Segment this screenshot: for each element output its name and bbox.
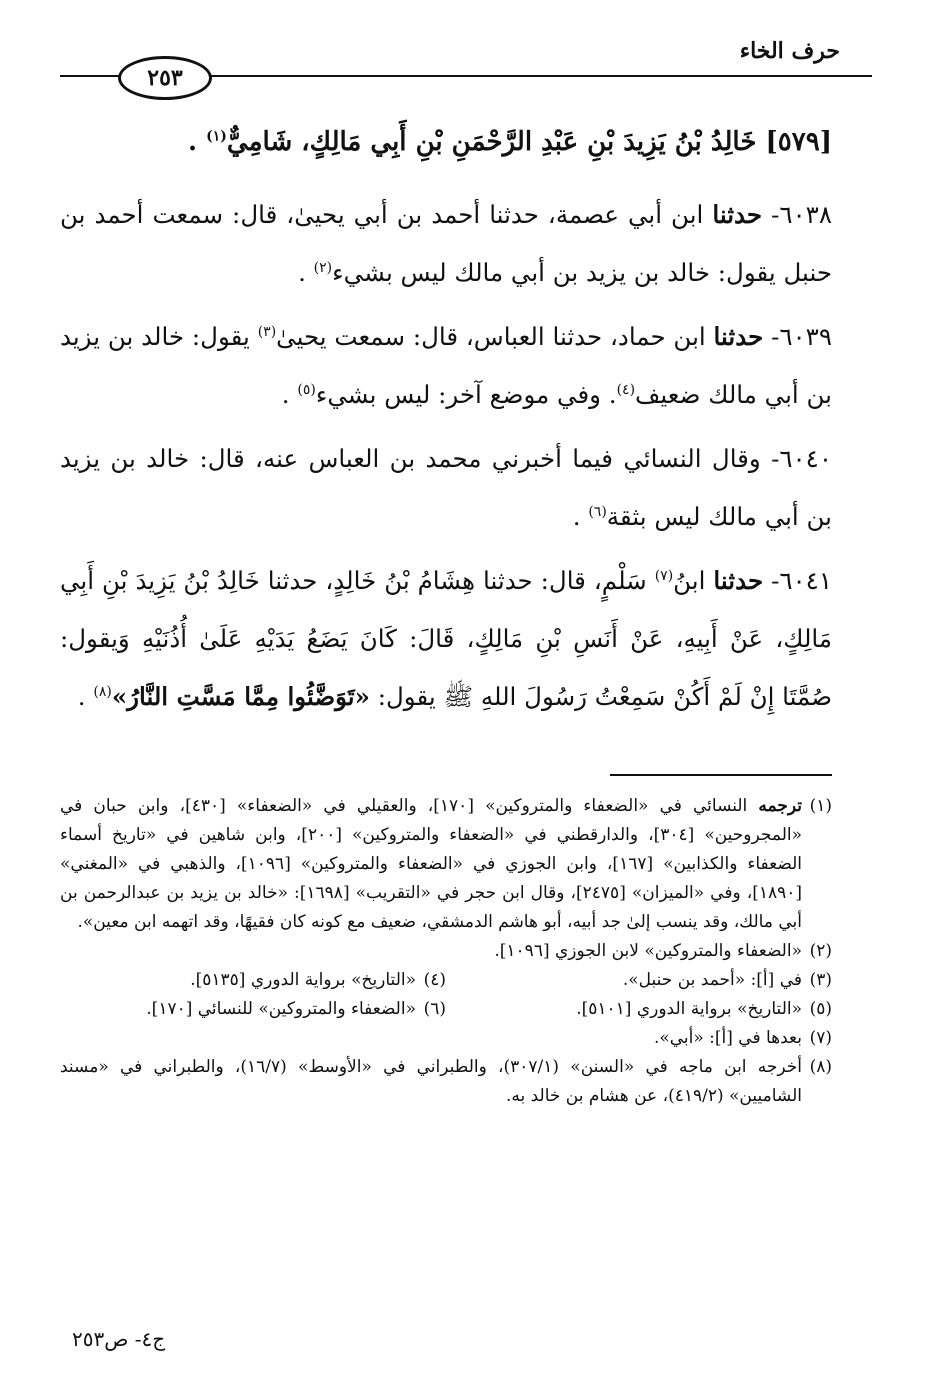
footnote-5 <box>446 995 832 1024</box>
footnote-ref: (٦) <box>588 503 607 520</box>
narration-keyword: حدثنا <box>712 200 763 229</box>
footnote-text: في [أ]: «أحمد بن حنبل». <box>622 970 802 990</box>
footnote-mark: (٨) <box>809 1057 832 1077</box>
narration-keyword: حدثنا <box>713 322 764 351</box>
footnote-text: أخرجه ابن ماجه في «السنن» (٣٠٧/١)، والطبراني في «الأوسط» (١٦/٧)، والطبراني في «مسند الشاميين» (٤١٩/٢)، عن هشام بن خالد به. <box>60 1057 802 1106</box>
entry-number: [٥٧٩] <box>765 127 832 157</box>
paragraph-6041 <box>60 552 832 726</box>
footnote-text: بعدها في [أ]: «أبي». <box>653 1028 802 1048</box>
paragraph-text: وقال النسائي فيما أخبرني محمد بن العباس عنه، قال: خالد بن يزيد بن أبي مالك ليس بثقة <box>60 444 832 531</box>
entry-title <box>60 118 832 166</box>
footnote-row-5-6 <box>60 995 832 1024</box>
hadith-number: ٦٠٣٩- <box>771 322 832 351</box>
paragraph-end: . <box>281 380 290 409</box>
footnote-text: «التاريخ» برواية الدوري [٥١٠١]. <box>576 999 802 1019</box>
footnote-2 <box>60 937 832 966</box>
paragraph-text: ابن أبي عصمة، حدثنا أحمد بن أبي يحيىٰ، قال: سمعت أحمد بن حنبل يقول: خالد بن يزيد بن أبي مالك ليس بشيء <box>60 200 832 287</box>
footnote-4 <box>60 966 446 995</box>
paragraph-text: سَلْمٍ، قال: حدثنا هِشَامُ بْنُ خَالِدٍ، حدثنا خَالِدُ بْنُ يَزِيدَ بْنِ أَبِي مَالِكٍ، عَنْ أَبِيهِ، عَنْ أَنَسِ بْنِ مَالِكٍ، قَالَ: كَانَ يَضَعُ يَدَيْهِ عَلَىٰ أُذُنَيْهِ وَيقول: صُمَّتَا إِنْ لَمْ أَكُنْ سَمِعْتُ رَسُولَ اللهِ ﷺ يقول: <box>60 566 832 711</box>
hadith-quote: «تَوَضَّئُوا مِمَّا مَسَّتِ النَّارُ» <box>111 682 370 711</box>
page-number: ٢٥٣ <box>147 65 183 91</box>
footnote-ref: (٢) <box>313 259 333 276</box>
footnote-lead: ترجمه <box>758 796 802 816</box>
footnote-ref: (٤) <box>616 381 636 398</box>
footnote-ref: (٨) <box>93 683 112 700</box>
paragraph-end: . <box>77 682 86 711</box>
paragraph-6039 <box>60 308 832 424</box>
footnote-7 <box>60 1024 832 1053</box>
footnote-text: «الضعفاء والمتروكين» للنسائي [١٧٠]. <box>146 999 416 1019</box>
footnote-3 <box>446 966 832 995</box>
footnote-text: «التاريخ» برواية الدوري [٥١٣٥]. <box>190 970 416 990</box>
footnote-separator <box>610 774 832 776</box>
footnote-row-3-4 <box>60 966 832 995</box>
footnote-ref: (٧) <box>654 567 674 584</box>
footnote-6 <box>60 995 446 1024</box>
entry-name: خَالِدُ بْنُ يَزِيدَ بْنِ عَبْدِ الرَّحْمَنِ بْنِ أَبِي مَالِكٍ، شَامِيٌّ <box>226 127 757 157</box>
footnote-mark: (٧) <box>809 1028 832 1048</box>
paragraph-end: . <box>572 502 581 531</box>
volume-page-reference: ج٤- ص٢٥٣ <box>72 1327 166 1351</box>
hadith-number: ٦٠٤٠- <box>771 444 832 473</box>
footnote-mark: (٤) <box>423 970 446 990</box>
paragraph-6038 <box>60 186 832 302</box>
paragraph-text: . وفي موضع آخر: ليس بشيء <box>315 380 617 409</box>
footnote-1 <box>60 792 832 937</box>
footnote-mark: (٦) <box>423 999 446 1019</box>
footnote-text: النسائي في «الضعفاء والمتروكين» [١٧٠]، والعقيلي في «الضعفاء» [٤٣٠]، وابن حبان في «المجروحين» [٣٠٤]، والدارقطني في «الضعفاء والمتروكين» [٢٠٠]، وابن شاهين في «تاريخ أسماء الضعفاء والكذابين» [١٦٧]، وابن الجوزي في «الضعفاء والمتروكين» [١٠٩٦]، والذهبي في «المغني» [١٨٩٠]، وفي «الميزان» [٢٤٧٥]، وقال ابن حجر في «التقريب» [١٦٩٨]: «خالد بن يزيد بن عبدالرحمن بن أبي مالك، وقد ينسب إلىٰ جد أبيه، أبو هاشم الدمشقي، ضعيف مع كونه كان فقيهًا، وقد اتهمه ابن معين». <box>60 796 803 932</box>
paragraph-6040 <box>60 430 832 546</box>
footnote-mark: (١) <box>809 796 832 816</box>
narration-keyword: حدثنا <box>713 566 764 595</box>
footnote-mark: (٥) <box>809 999 832 1019</box>
entry-end: . <box>188 127 198 157</box>
footnote-text: «الضعفاء والمتروكين» لابن الجوزي [١٠٩٦]. <box>494 941 802 961</box>
running-head: حرف الخاء <box>739 38 840 64</box>
footnote-mark: (٢) <box>809 941 832 961</box>
footnote-mark: (٣) <box>809 970 832 990</box>
paragraph-text: يقول: خالد بن يزيد بن أبي مالك ضعيف <box>60 322 832 409</box>
hadith-number: ٦٠٣٨- <box>771 200 832 229</box>
footnote-8 <box>60 1053 832 1111</box>
paragraph-end: . <box>298 258 306 287</box>
footnotes <box>60 792 832 1111</box>
page-number-badge <box>118 56 212 100</box>
footnote-ref: (٥) <box>297 381 316 398</box>
hadith-number: ٦٠٤١- <box>771 566 832 595</box>
paragraph-text: ابن حماد، حدثنا العباس، قال: سمعت يحيىٰ <box>276 322 706 351</box>
footnote-ref: (١) <box>206 128 227 145</box>
paragraph-text: ابنُ <box>673 566 706 595</box>
footnote-ref: (٣) <box>257 323 277 340</box>
